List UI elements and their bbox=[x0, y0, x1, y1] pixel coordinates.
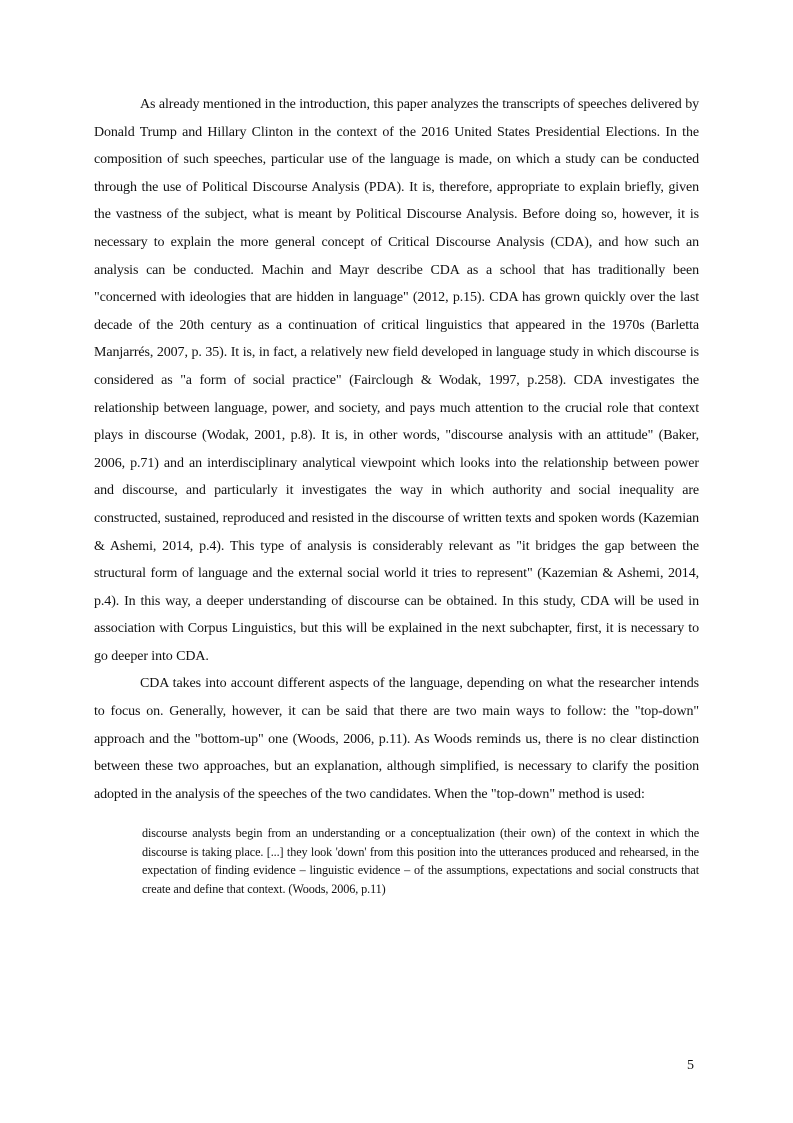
page-number: 5 bbox=[687, 1058, 694, 1073]
page-body bbox=[94, 91, 699, 898]
paragraph-cda-approaches: CDA takes into account different aspects of the language, depending on what the researcher intends to focus on. Generally, however, it can be said that there are two main ways to follow: the "top-down" approach and the "bottom-up" one (Woods, 2006, p.11). As Woods reminds us, there is no clear distinction between these two approaches, but an explanation, although simplified, is necessary to clarify the position adopted in the analysis of the speeches of the two candidates. When the "top-down" method is used: bbox=[94, 676, 699, 802]
paragraph-cda-introduction: As already mentioned in the introduction, this paper analyzes the transcripts of speeches delivered by Donald Trump and Hillary Clinton in the context of the 2016 United States Presidential Elections. In the composition of such speeches, particular use of the language is made, on which a study can be conducted through the use of Political Discourse Analysis (PDA). It is, therefore, appropriate to explain briefly, given the vastness of the subject, what is meant by Political Discourse Analysis. Before doing so, however, it is necessary to explain the more general concept of Critical Discourse Analysis (CDA), and how such an analysis can be conducted. Machin and Mayr describe CDA as a school that has traditionally been "concerned with ideologies that are hidden in language" (2012, p.15). CDA has grown quickly over the last decade of the 20th century as a continuation of critical linguistics that appeared in the 1970s (Barletta Manjarrés, 2007, p. 35). It is, in fact, a relatively new field developed in language study in which discourse is considered as "a form of social practice" (Fairclough & Wodak, 1997, p.258). CDA investigates the relationship between language, power, and society, and pays much attention to the crucial role that context plays in discourse (Wodak, 2001, p.8). It is, in other words, "discourse analysis with an attitude" (Baker, 2006, p.71) and an interdisciplinary analytical viewpoint which looks into the relationship between power and discourse, and particularly it investigates the way in which authority and social inequality are constructed, sustained, reproduced and resisted in the discourse of written texts and spoken words (Kazemian & Ashemi, 2014, p.4). This type of analysis is considerably relevant as "it bridges the gap between the structural form of language and the external social world it tries to represent" (Kazemian & Ashemi, 2014, p.4). In this way, a deeper understanding of discourse can be obtained. In this study, CDA will be used in association with Corpus Linguistics, but this will be explained in the next subchapter, first, it is necessary to go deeper into CDA. bbox=[94, 97, 699, 664]
block-quote-woods: discourse analysts begin from an understanding or a conceptualization (their own) of the context in which the discourse is taking place. [...] they look 'down' from this position into the utterances produced and rehearsed, in the expectation of finding evidence – linguistic evidence – of the assumptions, expectations and social constructs that create and define that context. (Woods, 2006, p.11) bbox=[142, 826, 699, 896]
